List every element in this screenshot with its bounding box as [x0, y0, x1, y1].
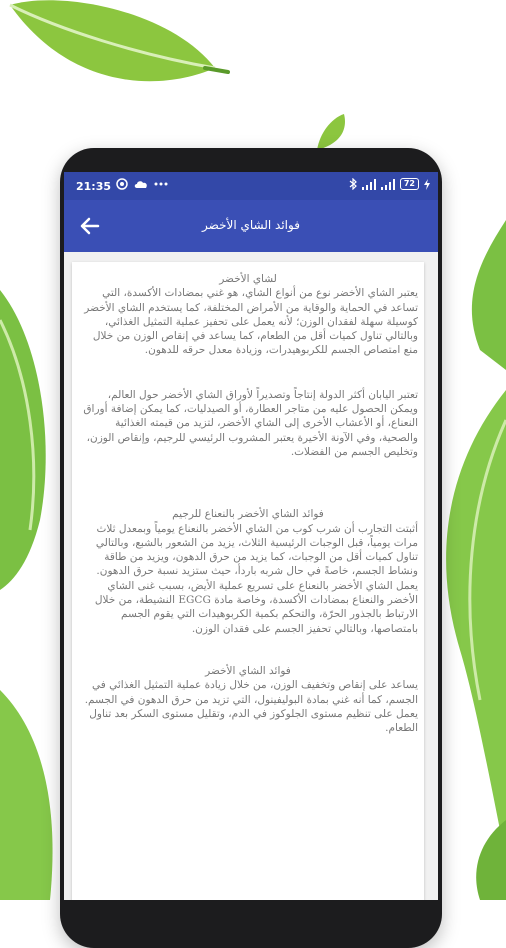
section-title: فوائد الشاي الأخضر بالنعناع للرجيم: [172, 508, 324, 521]
section-title: لشاي الأخضر: [219, 273, 277, 285]
page-title: فوائد الشاي الأخضر: [202, 218, 300, 232]
cloud-icon: [134, 179, 148, 189]
more-dots-icon: [154, 182, 168, 186]
signal-icon: [362, 179, 376, 190]
paragraph: يساعد على إنقاص وتخفيف الوزن، من خلال زيادة عملية التمثيل الغذائي في الجسم، كما أنه غني بمادة البوليفينول، التي تزيد من حرق الدهون في الجسم.: [84, 679, 418, 706]
paragraph: تعتبر اليابان أكثر الدولة إنتاجاً وتصديراً لأوراق الشاي الأخضر حول العالم، ويمكن الحصول عليه من متاجر العطارة، أو الصيدليات، كما يمكن إضافة أوراق النعناع، أو الأعشاب الأخرى إلى الشاي الأخضر، لتزيد من قيمته الغذائية والصحية، وفي الآونة الأخيرة يعتبر المشروب الرئيسي للرجيم، وإنقاص الوزن، وتخليص الجسم من الفضلات.: [83, 388, 418, 458]
app-bar: [64, 200, 438, 252]
phone-screen: [64, 172, 438, 900]
section-title: فوائد الشاي الأخضر: [205, 664, 291, 677]
leaf-top-center-decoration: [312, 112, 352, 152]
paragraph: يعمل الشاي الأخضر بالنعناع على تسريع عملية الأيض، بسبب غنى الشاي الأخضر والنعناع بمضادات الأكسدة، وخاصة مادة EGCG النشيطة، من خلال الارتباط بالجذور الحرّة، والتحكم بكمية الكربوهيدات التي يقوم الجسم بامتصاصها، وبالتالي تحفيز الجسم على فقدان الوزن.: [94, 579, 418, 635]
paragraph: أثبتت التجارب أن شرب كوب من الشاي الأخضر بالنعناع يومياً وبمعدل ثلاث مرات يومياً، قبل الوجبات الرئيسية الثلاث، يزيد من الشعور بالشبع، وبالتالي تناول كميات أقل من الوجبات، كما يزيد من حرق الدهون، ويزيد من طاقة ونشاط الجسم، خاصةً في حال شربه باردأ، حيث ستزيد نسبة حرق الدهون.: [95, 522, 418, 578]
leaf-top-left-decoration: [0, 0, 230, 110]
paragraph: يعتبر الشاي الأخضر نوع من أنواع الشاي، هو غني بمضادات الأكسدة، التي تساعد في الحماية والوقاية من الأمراض المختلفة، كما يستخدم الشاي الأخضر كوسيلة سهلة لفقدان الوزن؛ لأنه يعمل على تحفيز عملية التمثيل الغذائي، وبالتالي تناول كميات أقل من الطعام، كما يساعد في إنقاص الوزن من خلال منع امتصاص الجسم للكربوهيدرات، وزيادة معدل حرقه للدهون.: [84, 287, 418, 357]
paragraph: يعمل على تنظيم مستوى الجلوكوز في الدم، وتقليل مستوى السكر بعد تناول الطعام.: [89, 707, 418, 735]
status-bar: [64, 172, 438, 200]
bluetooth-icon: [349, 178, 357, 190]
notification-icon: [116, 178, 128, 190]
battery-icon: 72: [400, 178, 419, 190]
signal-2-icon: [381, 179, 395, 190]
article-text: [78, 272, 418, 735]
charging-icon: [424, 179, 430, 190]
status-time: 21:35: [76, 180, 112, 193]
